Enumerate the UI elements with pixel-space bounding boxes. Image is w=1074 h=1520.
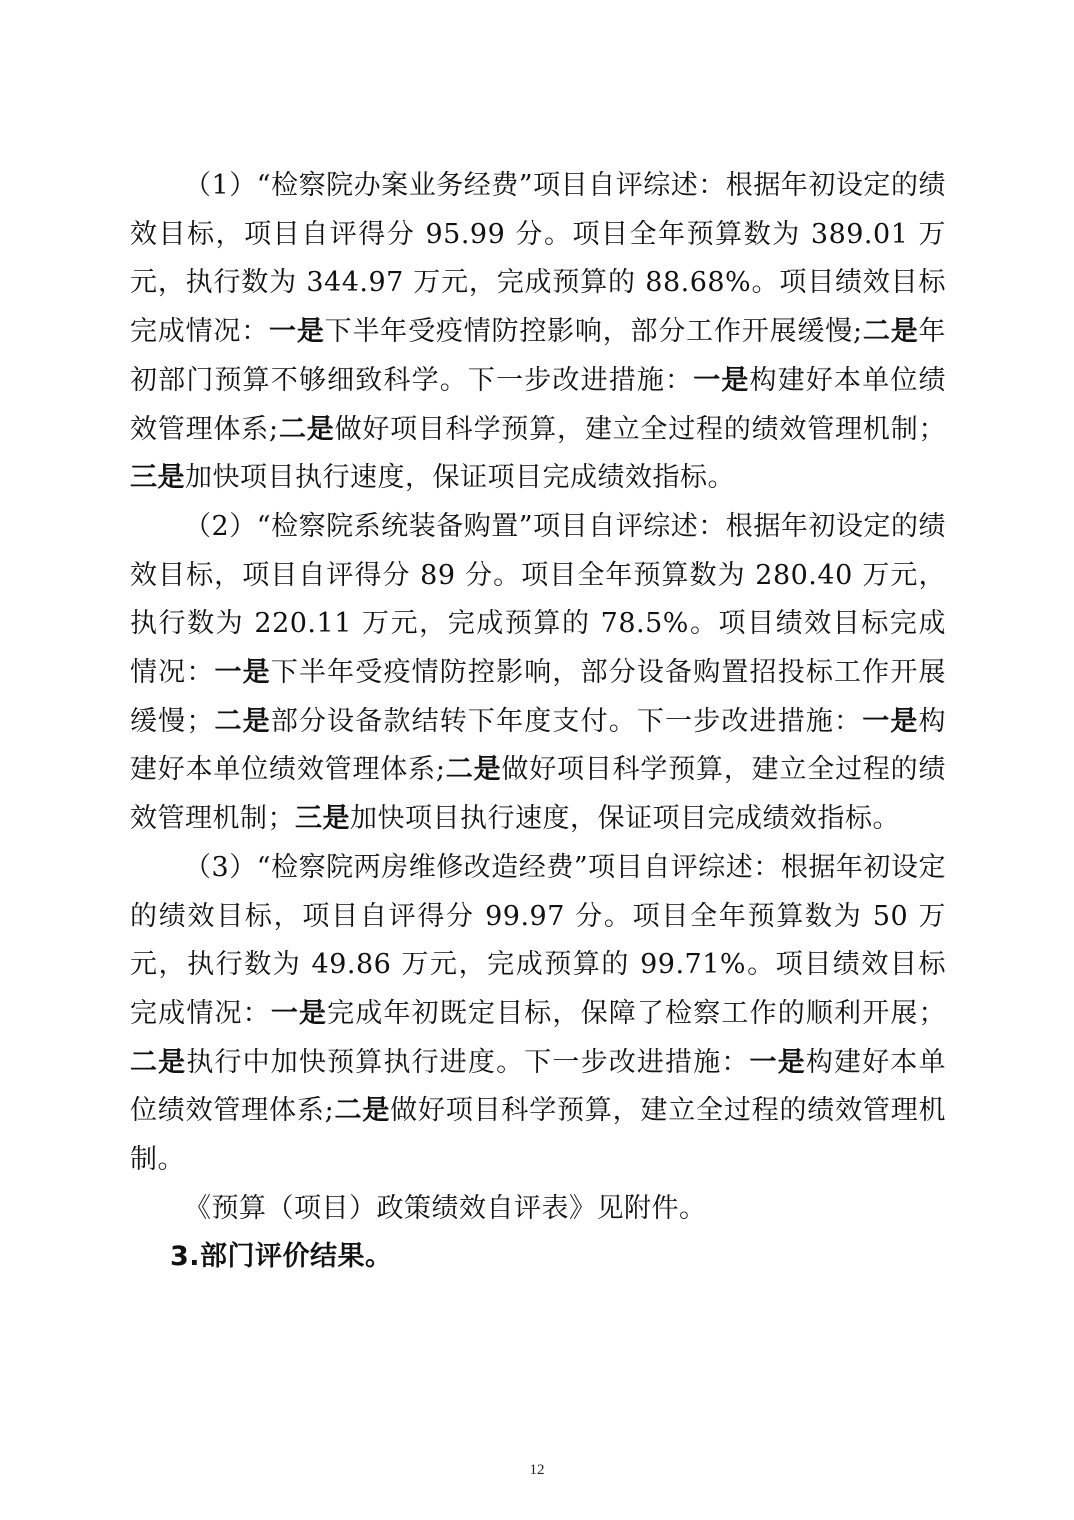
bold-enumerator: 二是 [862, 316, 919, 348]
text-run: （1）“检察院办案业务经费”项目自评综述：根据年初设定的绩效目标，项目自评得分 95.99 分。项目全年预算数为 389.01 万元，执行数为 344.97 万元，完成预算的 88.68%。项目绩效目标完成情况： [130, 170, 946, 348]
paragraph-4 [130, 1185, 946, 1234]
page-number: 12 [529, 1462, 545, 1478]
bold-enumerator: 一是 [270, 997, 328, 1029]
bold-enumerator: 二是 [130, 1046, 187, 1078]
text-run: 下半年受疫情防控影响，部分设备购置招投标工作开展缓慢； [130, 657, 947, 737]
text-run: 《预算（项目）政策绩效自评表》见附件。 [184, 1192, 707, 1224]
text-run: （3）“检察院两房维修改造经费”项目自评综述：根据年初设定的绩效目标，项目自评得分 99.97 分。项目全年预算数为 50 万元，执行数为 49.86 万元，完成预算的 99.71%。项目绩效目标完成情况： [130, 851, 946, 1029]
text-run: 做好项目科学预算，建立全过程的绩效管理机制； [334, 413, 946, 445]
text-run: 做好项目科学预算，建立全过程的绩效管理机制； [130, 754, 946, 835]
text-run: 构建好本单位绩效管理体系; [130, 364, 947, 445]
bold-enumerator: 二是 [278, 413, 335, 445]
bold-enumerator: 一是 [214, 657, 271, 689]
bold-enumerator: 二是 [445, 754, 502, 786]
text-run: 完成年初既定目标，保障了检察工作的顺利开展； [327, 997, 947, 1029]
text-run: 构建好本单位绩效管理体系; [130, 705, 947, 786]
bold-enumerator: 二是 [334, 1095, 391, 1127]
bold-enumerator: 三是 [295, 803, 350, 835]
text-run: 年初部门预算不够细致科学。下一步改进措施： [130, 316, 947, 396]
section-heading: 3.部门评价结果。 [170, 1241, 393, 1273]
text-run: 部分设备款结转下年度支付。下一步改进措施： [270, 705, 863, 737]
paragraph-2 [130, 503, 946, 844]
paragraph-list [130, 162, 946, 1233]
bold-enumerator: 一是 [269, 316, 325, 348]
text-run: 构建好本单位绩效管理体系; [130, 1046, 947, 1127]
text-run: 加快项目执行速度，保证项目完成绩效指标。 [185, 462, 735, 494]
text-run: 加快项目执行速度，保证项目完成绩效指标。 [350, 803, 900, 835]
text-run: 执行中加快预算执行进度。下一步改进措施： [186, 1046, 750, 1078]
paragraph-3 [130, 844, 946, 1185]
paragraph-1 [130, 162, 946, 503]
bold-enumerator: 二是 [213, 705, 271, 737]
bold-enumerator: 一是 [862, 705, 919, 737]
document-body [130, 162, 946, 1282]
text-run: （2）“检察院系统装备购置”项目自评综述：根据年初设定的绩效目标，项目自评得分 89 分。项目全年预算数为 280.40 万元，执行数为 220.11 万元，完成预算的 78.5%。项目绩效目标完成情况： [130, 510, 946, 689]
bold-enumerator: 一是 [693, 364, 750, 396]
text-run: 做好项目科学预算，建立全过程的绩效管理机制。 [130, 1095, 946, 1176]
bold-enumerator: 三是 [130, 462, 185, 494]
text-run: 下半年受疫情防控影响，部分工作开展缓慢; [324, 316, 863, 348]
bold-enumerator: 一是 [749, 1046, 806, 1078]
